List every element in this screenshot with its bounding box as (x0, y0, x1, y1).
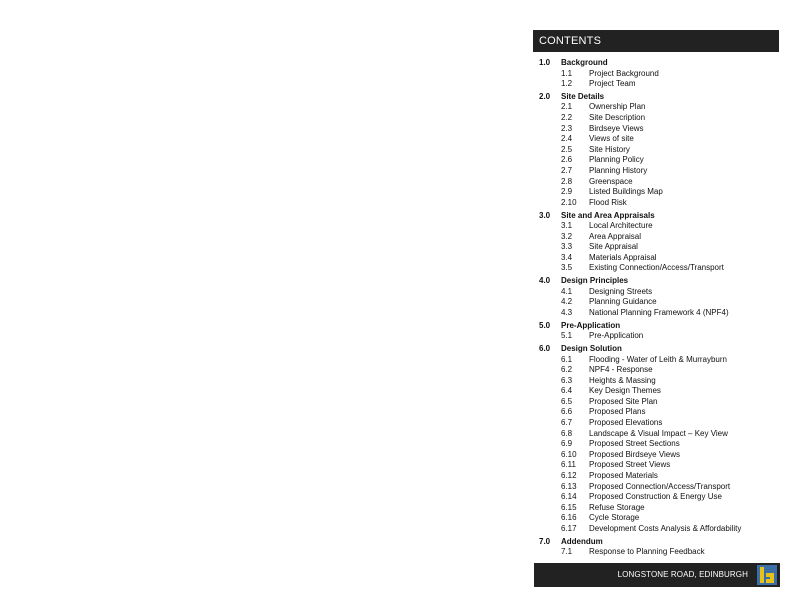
item-title: Heights & Massing (589, 375, 656, 385)
item-number: 2.10 (561, 197, 577, 207)
toc-section (539, 92, 779, 209)
section-title: Addendum (561, 536, 603, 546)
section-title: Pre-Application (561, 320, 621, 330)
item-number: 6.13 (561, 481, 577, 491)
item-number: 4.3 (561, 307, 573, 317)
toc-item (539, 79, 779, 90)
section-title: Site and Area Appraisals (561, 210, 655, 220)
toc-item (539, 232, 779, 243)
item-title: Landscape & Visual Impact – Key View (589, 428, 728, 438)
section-title: Background (561, 58, 608, 67)
item-title: Proposed Construction & Energy Use (589, 492, 722, 502)
item-title: Materials Appraisal (589, 252, 657, 262)
toc-section (539, 276, 779, 318)
item-title: Proposed Plans (589, 407, 646, 417)
item-title: Proposed Site Plan (589, 396, 658, 406)
section-number: 5.0 (539, 320, 551, 330)
item-title: Planning Guidance (589, 297, 657, 307)
toc-section (539, 344, 779, 535)
item-title: Proposed Street Sections (589, 439, 680, 449)
item-title: Area Appraisal (589, 231, 642, 241)
item-number: 6.15 (561, 502, 577, 512)
item-title: Ownership Plan (589, 102, 646, 112)
item-title: Key Design Themes (589, 386, 661, 396)
item-number: 2.2 (561, 113, 573, 123)
section-number: 2.0 (539, 91, 551, 101)
section-number: 6.0 (539, 343, 551, 353)
toc-item (539, 460, 779, 471)
item-number: 6.11 (561, 460, 576, 470)
toc-item (539, 386, 779, 397)
toc-item (539, 397, 779, 408)
toc-item (539, 177, 779, 188)
toc-item (539, 355, 779, 366)
item-title: Flooding - Water of Leith & Murrayburn (589, 354, 727, 364)
item-number: 6.7 (561, 418, 573, 428)
item-number: 3.1 (561, 221, 573, 231)
page-footer (534, 563, 780, 587)
item-number: 2.7 (561, 166, 573, 176)
section-number: 4.0 (539, 276, 551, 286)
toc-section-heading (539, 344, 779, 355)
item-title: Birdseye Views (589, 123, 644, 133)
toc-item (539, 145, 779, 156)
item-title: Proposed Materials (589, 471, 658, 481)
item-number: 2.1 (561, 102, 573, 112)
toc-section-heading (539, 58, 779, 69)
item-number: 7.1 (561, 547, 573, 557)
item-title: Proposed Connection/Access/Transport (589, 481, 731, 491)
toc-section (539, 58, 779, 90)
item-number: 6.9 (561, 439, 573, 449)
item-title: Response to Planning Feedback (589, 547, 705, 557)
toc-section-heading (539, 276, 779, 287)
item-number: 6.17 (561, 524, 577, 533)
item-title: Development Costs Analysis & Affordability (589, 524, 742, 533)
item-title: Refuse Storage (589, 502, 645, 512)
toc-section-heading (539, 92, 779, 103)
item-title: Planning History (589, 166, 648, 176)
item-number: 6.6 (561, 407, 573, 417)
item-title: NPF4 - Response (589, 365, 653, 375)
section-title: Site Details (561, 91, 605, 101)
footer-location-text: LONGSTONE ROAD, EDINBURGH (617, 570, 748, 579)
item-title: Existing Connection/Access/Transport (589, 263, 724, 273)
contents-title: CONTENTS (533, 30, 779, 52)
toc-item (539, 439, 779, 450)
item-number: 3.5 (561, 263, 573, 273)
item-number: 1.1 (561, 68, 573, 78)
item-number: 6.8 (561, 428, 573, 438)
toc-item (539, 198, 779, 209)
item-number: 1.2 (561, 79, 573, 89)
item-number: 4.1 (561, 286, 573, 296)
toc-section (539, 537, 779, 558)
toc-item (539, 166, 779, 177)
item-title: Site History (589, 144, 630, 154)
item-title: Pre-Application (589, 331, 644, 341)
item-number: 2.5 (561, 144, 573, 154)
toc-item (539, 429, 779, 440)
item-title: Planning Policy (589, 155, 644, 165)
item-title: Views of site (589, 134, 634, 144)
toc-item (539, 308, 779, 319)
toc-item (539, 69, 779, 80)
item-number: 4.2 (561, 297, 573, 307)
toc-item (539, 221, 779, 232)
toc-item (539, 524, 779, 535)
item-number: 6.5 (561, 396, 573, 406)
toc-item (539, 547, 779, 558)
item-number: 6.10 (561, 449, 577, 459)
toc-section (539, 211, 779, 275)
toc-item (539, 503, 779, 514)
toc-section-heading (539, 537, 779, 548)
section-number: 1.0 (539, 58, 551, 67)
item-number: 2.8 (561, 176, 573, 186)
toc-item (539, 242, 779, 253)
item-number: 6.1 (561, 354, 573, 364)
toc-item (539, 365, 779, 376)
toc-item (539, 492, 779, 503)
item-number: 6.14 (561, 492, 577, 502)
section-number: 7.0 (539, 536, 551, 546)
toc-item (539, 471, 779, 482)
item-title: Project Background (589, 68, 659, 78)
item-number: 2.3 (561, 123, 573, 133)
toc-item (539, 407, 779, 418)
item-number: 6.16 (561, 513, 577, 523)
item-number: 2.6 (561, 155, 573, 165)
item-title: Flood Risk (589, 197, 627, 207)
item-title: Site Appraisal (589, 242, 638, 252)
item-number: 3.3 (561, 242, 573, 252)
company-logo-icon (757, 565, 777, 585)
section-title: Design Principles (561, 276, 629, 286)
toc-section-heading (539, 211, 779, 222)
item-number: 6.4 (561, 386, 573, 396)
item-title: Listed Buildings Map (589, 187, 663, 197)
item-title: Proposed Elevations (589, 418, 663, 428)
section-title: Design Solution (561, 343, 622, 353)
toc-item (539, 155, 779, 166)
toc-item (539, 263, 779, 274)
item-title: Proposed Birdseye Views (589, 449, 681, 459)
item-number: 6.2 (561, 365, 573, 375)
table-of-contents (539, 58, 779, 558)
toc-item (539, 124, 779, 135)
toc-item (539, 376, 779, 387)
toc-item (539, 134, 779, 145)
toc-item (539, 287, 779, 298)
toc-item (539, 113, 779, 124)
item-number: 6.3 (561, 375, 573, 385)
item-number: 2.4 (561, 134, 573, 144)
item-title: Local Architecture (589, 221, 653, 231)
item-title: Cycle Storage (589, 513, 640, 523)
item-number: 5.1 (561, 331, 573, 341)
toc-item (539, 102, 779, 113)
item-title: Proposed Street Views (589, 460, 671, 470)
item-title: Project Team (589, 79, 636, 89)
toc-section-heading (539, 321, 779, 332)
toc-section (539, 321, 779, 342)
item-title: Site Description (589, 113, 646, 123)
item-number: 3.2 (561, 231, 573, 241)
toc-item (539, 418, 779, 429)
item-title: Greenspace (589, 176, 633, 186)
item-title: Designing Streets (589, 286, 653, 296)
toc-item (539, 331, 779, 342)
toc-item (539, 187, 779, 198)
item-title: National Planning Framework 4 (NPF4) (589, 307, 729, 317)
toc-item (539, 513, 779, 524)
item-number: 2.9 (561, 187, 573, 197)
toc-item (539, 297, 779, 308)
toc-item (539, 450, 779, 461)
toc-item (539, 253, 779, 264)
item-number: 6.12 (561, 471, 577, 481)
section-number: 3.0 (539, 210, 551, 220)
toc-item (539, 482, 779, 493)
item-number: 3.4 (561, 252, 573, 262)
